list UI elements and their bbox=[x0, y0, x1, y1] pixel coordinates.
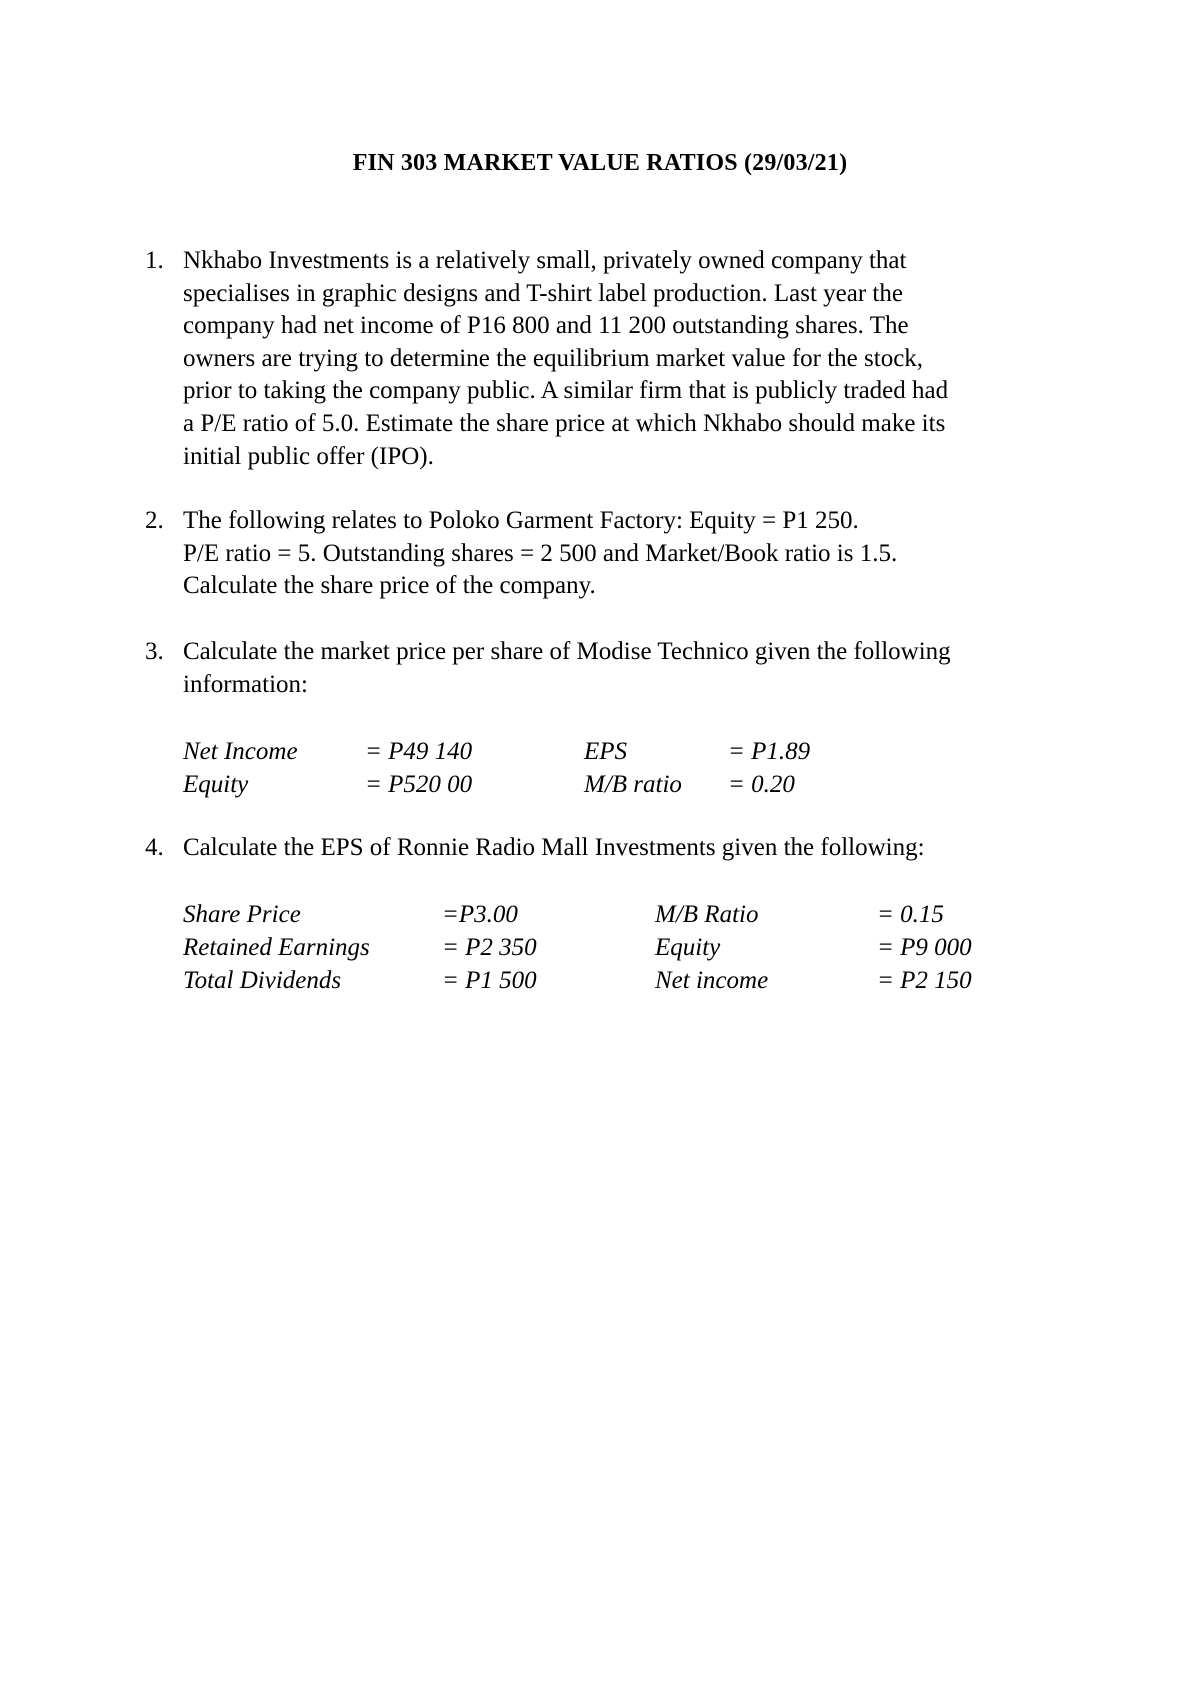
question-number: 3. bbox=[145, 638, 164, 665]
question-text bbox=[183, 636, 1083, 701]
given-label: M/B Ratio bbox=[655, 901, 759, 928]
question-text bbox=[183, 505, 1083, 603]
text-line: prior to taking the company public. A similar firm that is publicly traded had bbox=[183, 377, 949, 405]
given-label: Retained Earnings bbox=[183, 934, 370, 961]
given-label: Total Dividends bbox=[183, 967, 342, 994]
given-label: Equity bbox=[183, 771, 249, 798]
given-value: = P49 140 bbox=[365, 738, 473, 765]
given-value: = P2 150 bbox=[877, 967, 972, 994]
given-value: = P1.89 bbox=[728, 738, 811, 765]
text-line: P/E ratio = 5. Outstanding shares = 2 500 and Market/Book ratio is 1.5. bbox=[183, 539, 898, 567]
text-line: company had net income of P16 800 and 11 200 outstanding shares. The bbox=[183, 312, 909, 340]
given-value: = 0.15 bbox=[877, 901, 944, 928]
given-label: Net income bbox=[655, 967, 769, 994]
text-line: a P/E ratio of 5.0. Estimate the share price at which Nkhabo should make its bbox=[183, 409, 946, 437]
given-value: = P9 000 bbox=[877, 934, 972, 961]
question-4-givens bbox=[183, 898, 1003, 998]
text-line: Nkhabo Investments is a relatively small, privately owned company that bbox=[183, 247, 907, 274]
question-number: 1. bbox=[145, 247, 164, 274]
page-title: FIN 303 MARKET VALUE RATIOS (29/03/21) bbox=[352, 150, 848, 176]
given-value: = 0.20 bbox=[728, 771, 795, 798]
text-line: information: bbox=[183, 670, 308, 698]
given-label: EPS bbox=[584, 738, 628, 765]
text-line: specialises in graphic designs and T-shirt label production. Last year the bbox=[183, 279, 903, 307]
given-value: = P520 00 bbox=[365, 771, 473, 798]
given-label: Share Price bbox=[183, 901, 301, 928]
question-3-givens bbox=[183, 735, 883, 805]
given-label: M/B ratio bbox=[584, 771, 682, 798]
question-text bbox=[183, 832, 1083, 865]
given-label: Net Income bbox=[183, 738, 298, 765]
text-line: owners are trying to determine the equilibrium market value for the stock, bbox=[183, 344, 924, 372]
text-line: Calculate the EPS of Ronnie Radio Mall Investments given the following: bbox=[183, 834, 925, 861]
text-line: initial public offer (IPO). bbox=[183, 442, 434, 470]
text-line: Calculate the market price per share of Modise Technico given the following bbox=[183, 638, 951, 665]
given-value: =P3.00 bbox=[442, 901, 518, 928]
question-number: 2. bbox=[145, 507, 164, 534]
question-number: 4. bbox=[145, 834, 164, 861]
given-value: = P1 500 bbox=[442, 967, 537, 994]
given-label: Equity bbox=[655, 934, 721, 961]
text-line: Calculate the share price of the company. bbox=[183, 572, 596, 600]
text-line: The following relates to Poloko Garment Factory: Equity = P1 250. bbox=[183, 507, 859, 534]
given-value: = P2 350 bbox=[442, 934, 537, 961]
question-text bbox=[183, 245, 1083, 473]
